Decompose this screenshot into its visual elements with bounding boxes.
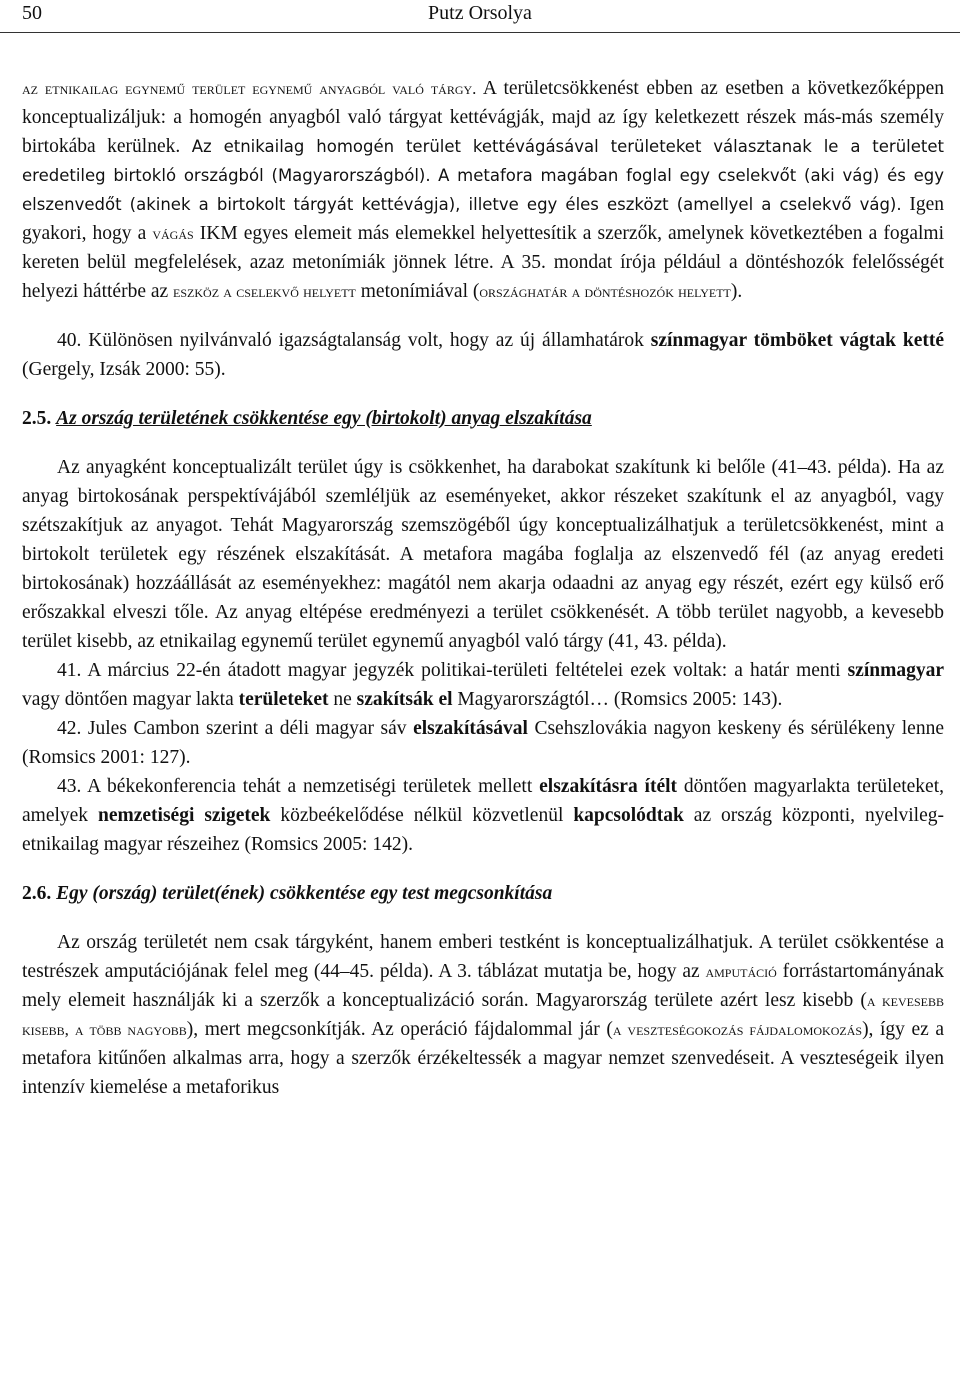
emphasis: szakítsák el [356,689,453,710]
text-run: A területcsökkenést ebben az esetben a következőképpen konceptualizáljuk: a homogén anyagból való tárgyat kettévágják, majd az így keletkezett részek más-más személy birtokába kerülnek. [22,78,944,157]
section-heading-2-5 [22,404,944,433]
text-run: Az ország területét nem csak tárgyként, hanem emberi testként is konceptualizálhatjuk. A terület csökkentése a testrészek amputációjának felel meg (44–45. példa). A 3. táblázat mutatja be, hogy az [22,932,944,982]
section-heading-2-6 [22,879,944,908]
concept-label: a veszteségokozás fájdalomokozás [612,1020,863,1039]
text-run: forrástartományának mely elemeit használják ki a szerzők a konceptualizáció során. Magyarország területe azért lesz kisebb ( [22,961,944,1011]
text-run: 42. Jules Cambon szerint a déli magyar sáv [57,718,414,739]
text-run: döntően magyarlakta területeket, amelyek [22,776,944,826]
text-run-sans: A metafora magában foglal egy cselekvőt (aki vág) és egy elszenvedőt (akinek a birtokolt tárgyát kettévágja), illetve egy éles eszközt (amellyel a cselekvő vág). [22,166,944,214]
text-run: közbeékelődése nélkül közvetlenül [270,805,574,826]
concept-label: vágás [152,224,194,243]
emphasis: elszakításra ítélt [539,776,678,797]
emphasis: színmagyar tömböket vágtak ketté [650,330,944,351]
example-41 [22,656,944,714]
text-run: ne [328,689,357,710]
text-run-sans: Az etnikailag homogén terület kettévágásával területeket választanak le a területet eredetileg birtokló országból (Magyarországból). [22,137,944,185]
text-run: (Gergely, Izsák 2000: 55). [22,359,226,380]
text-run: az ország központi, nyelvileg-etnikailag magyar részeihez (Romsics 2005: 142). [22,805,945,855]
concept-label: amputáció [705,962,777,981]
emphasis: területeket [238,689,329,710]
section-title: Az ország területének csökkentése egy (birtokolt) anyag elszakítása [56,408,592,429]
text-run: Csehszlovákia nagyon keskeny és sérülékeny lenne (Romsics 2001: 127). [22,718,944,768]
page-number: 50 [22,2,42,24]
concept-label: az etnikailag egynemű terület egynemű anyagból való tárgy. [22,79,477,98]
concept-label: eszköz a cselekvő helyett [173,282,356,301]
text-run: Magyarországtól… (Romsics 2005: 143). [452,689,783,710]
page-body [22,74,944,1102]
concept-label: országhatár a döntéshozók helyett [479,282,731,301]
emphasis: kapcsolódtak [573,805,684,826]
paragraph-2-6 [22,928,944,1102]
text-run [431,165,438,186]
text-run: IKM egyes elemeit más elemekkel helyettesítik a szerzők, amelynek következtében a fogalmi kereten belül megfelelések, azaz metonímiák jönnek létre. A 35. mondat írója például a döntéshozók felelősségét helyezi háttérbe az [22,223,944,302]
text-run: 40. Különösen nyilvánvaló igazságtalanság volt, hogy az új államhatárok [57,330,651,351]
emphasis: elszakításával [413,718,528,739]
text-run: 43. A békekonferencia tehát a nemzetiségi területek mellett [57,776,540,797]
section-title: Egy (ország) terület(ének) csökkentése egy test megcsonkítása [56,883,553,904]
page-header [0,0,960,33]
text-run: Igen gyakori, hogy a [22,194,944,244]
paragraph-intro [22,74,944,306]
text-run: vagy döntően magyar lakta [22,689,239,710]
paragraph-2-5: Az anyagként konceptualizált terület úgy is csökkenhet, ha darabokat szakítunk ki belőle (41–43. példa). Ha az anyag birtokosának perspektívájából szemléljük az eseményeket, akkor részeket szakítunk el az anyagból, vagy szétszakítjuk az anyagot. Tehát Magyarország szemszögéből úgy konceptualizálhatjuk a területcsökkenést, mint a birtokolt területek egy részének elszakítását. A metafora magába foglalja az elszenvedő fél (az anyag eredeti birtokosának) hozzáállását az eseményekhez: magától nem akarja odaadni az anyag egy részét, ezért egy külső erő erőszakkal elveszi tőle. Az anyag eltépése eredményezi a terület csökkenését. A több terület nagyobb, a kevesebb terület kisebb, az etnikailag egynemű terület egynemű anyagból való tárgy (41, 43. példa). [22,457,944,652]
text-run: ). [730,281,743,302]
text-run: ), mert megcsonkítják. Az operáció fájdalommal jár ( [186,1019,613,1040]
running-head: Putz Orsolya [428,2,532,24]
concept-label: a kevesebb kisebb, a több nagyobb [22,991,945,1039]
example-43 [22,772,944,859]
text-run: metonímiával ( [355,281,480,302]
example-42 [22,714,944,772]
text-run: ), így ez a metafora kitűnően alkalmas arra, hogy a szerzők érzékeltessék a magyar nemzet szenvedéseit. A veszteségeik ilyen intenzív kiemelése a metaforikus [22,1019,945,1098]
text-run: 41. A március 22-én átadott magyar jegyzék politikai-területi feltételei ezek voltak: a határ menti [57,660,848,681]
section-number: 2.5. [22,408,52,429]
emphasis: nemzetiségi szigetek [98,805,271,826]
section-number: 2.6. [22,883,52,904]
example-40 [22,326,944,384]
emphasis: színmagyar [847,660,944,681]
